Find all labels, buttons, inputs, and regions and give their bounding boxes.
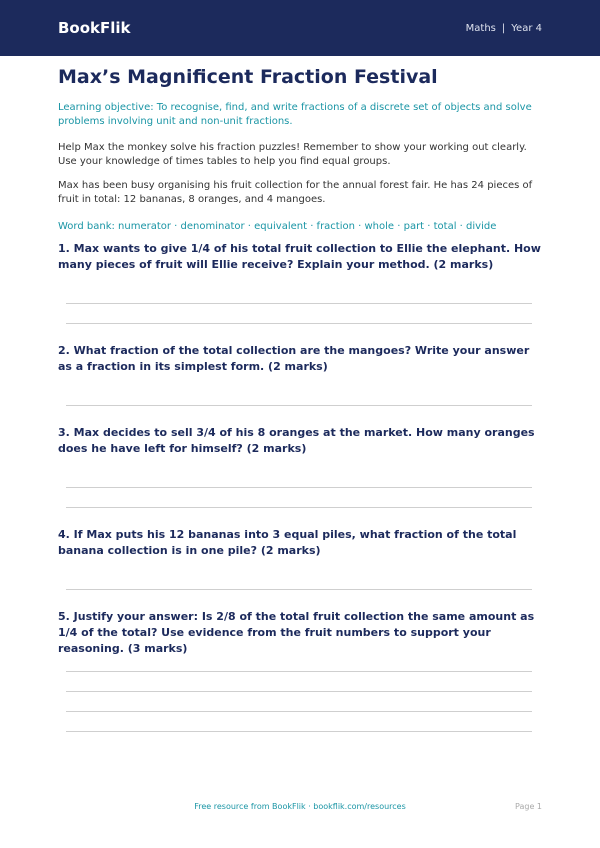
- answer-line[interactable]: [66, 405, 532, 406]
- answer-line[interactable]: [66, 589, 532, 590]
- year-label: Year 4: [511, 22, 542, 34]
- page-header: [0, 0, 600, 56]
- intro-paragraph-2: Max has been busy organising his fruit collection for the annual forest fair. He has 24 pieces of fruit in total: 12 bananas, 8 oranges, and 4 mangoes.: [58, 180, 533, 205]
- learning-objective: Learning objective: To recognise, find, and write fractions of a discrete set of objects and solve problems involving unit and non-unit fractions.: [58, 102, 532, 127]
- worksheet-intro: [58, 64, 542, 234]
- question-5: 5. Justify your answer: Is 2/8 of the total fruit collection the same amount as 1/4 of the total? Use evidence from the fruit numbers to support your reasoning. (3 marks): [58, 610, 535, 655]
- question-3: 3. Max decides to sell 3/4 of his 8 oranges at the market. How many oranges does he have left for himself? (2 marks): [58, 426, 535, 455]
- worksheet-title: Max’s Magnificent Fraction Festival: [58, 66, 438, 88]
- intro-paragraph-1: Help Max the monkey solve his fraction puzzles! Remember to show your working out clearly. Use your knowledge of times tables to help you find equal groups.: [58, 142, 527, 167]
- question-1: 1. Max wants to give 1/4 of his total fruit collection to Ellie the elephant. How many pieces of fruit will Ellie receive? Explain your method. (2 marks): [58, 242, 541, 271]
- answer-line[interactable]: [66, 671, 532, 672]
- brand-logo-text: BookFlik: [58, 19, 131, 37]
- answer-line[interactable]: [66, 691, 532, 692]
- answer-line[interactable]: [66, 507, 532, 508]
- answer-line[interactable]: [66, 303, 532, 304]
- word-bank: Word bank: numerator · denominator · equivalent · fraction · whole · part · total · divide: [58, 221, 497, 232]
- question-4: 4. If Max puts his 12 bananas into 3 equal piles, what fraction of the total banana collection is in one pile? (2 marks): [58, 528, 517, 557]
- footer-text: Free resource from BookFlik · bookflik.com/resources: [194, 802, 406, 811]
- answer-line[interactable]: [66, 487, 532, 488]
- answer-line[interactable]: [66, 731, 532, 732]
- meta-separator: |: [501, 22, 506, 34]
- subject-label: Maths: [465, 22, 496, 34]
- answer-line[interactable]: [66, 711, 532, 712]
- page-number: Page 1: [515, 802, 542, 811]
- question-2: 2. What fraction of the total collection are the mangoes? Write your answer as a fraction in its simplest form. (2 marks): [58, 344, 530, 373]
- answer-line[interactable]: [66, 323, 532, 324]
- subject-year: [466, 23, 542, 34]
